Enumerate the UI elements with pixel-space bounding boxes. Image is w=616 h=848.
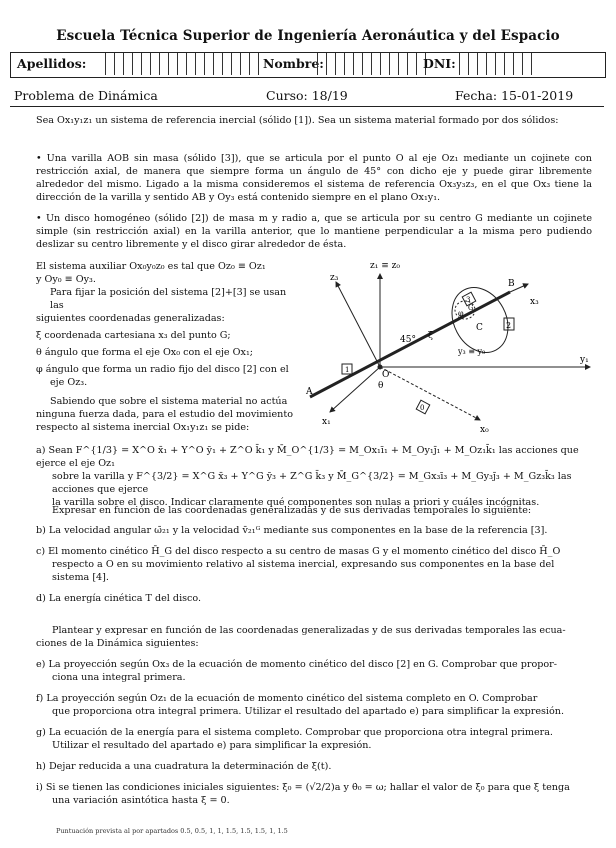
course-label: Curso: 18/19 bbox=[266, 88, 348, 103]
question-i-line2: una variación asintótica hasta ξ = 0. bbox=[52, 795, 230, 806]
date-label: Fecha: 15-01-2019 bbox=[455, 88, 574, 103]
bullet-varilla-text: Una varilla AOB sin masa (sólido [3]), que se articula por el punto O al eje Oz₁ mediante un cojinete con restricción axial, de manera que siempre forma un ángulo de 45° con dicho eje y puede girar libremente alrededor del mismo. Ligado a la misma consideremos el sistema de referencia Ox₃y₃z₃, en el que Ox₃ tiene la dirección de la varilla y sentido AB y Oy₃ está contenido siempre en el plano Ox₁y₁. bbox=[36, 153, 592, 203]
coords-intro-line1: Para fijar la posición del sistema [2]+[3] se usan las bbox=[50, 287, 287, 311]
bullet-varilla: • Una varilla AOB sin masa (sólido [3]), que se articula por el punto O al eje Oz₁ mediante un cojinete con restricción axial, de manera que siempre forma un ángulo de 45° con dicho eje y puede girar libremente alrededor del mismo. Ligado a la misma consideremos el sistema de referencia Ox₃y₃z₃, en el que Ox₃ tiene la dirección de la varilla y sentido AB y Oy₃ está contenido siempre en el plano Ox₁y₁. bbox=[36, 153, 592, 203]
coord-theta: θ ángulo que forma el eje Ox₀ con el eje Ox₁; bbox=[36, 347, 254, 358]
aux-system-line1: El sistema auxiliar Ox₀y₀z₀ es tal que Oz₀ ≡ Oz₁ bbox=[36, 261, 266, 272]
theta-label: θ bbox=[378, 381, 384, 391]
question-f-line2: que proporciona otra integral primera. Utilizar el resultado del apartado e) para simplificar la expresión. bbox=[52, 706, 565, 717]
section-intro-kinematics: Expresar en función de las coordenadas generalizadas y de sus derivadas temporales lo siguiente: bbox=[52, 505, 532, 516]
x0-axis bbox=[380, 367, 480, 420]
dni-field[interactable] bbox=[459, 53, 532, 75]
statement-line3: respecto al sistema inercial Ox₁y₁z₁ se pide: bbox=[36, 422, 250, 433]
questions-b-d bbox=[36, 524, 592, 605]
question-d: d) La energía cinética T del disco. bbox=[36, 593, 202, 604]
coords-intro-line2: siguientes coordenadas generalizadas: bbox=[36, 313, 225, 324]
exam-info-row bbox=[10, 86, 604, 107]
dni-label: DNI: bbox=[423, 56, 456, 71]
B-label: B bbox=[508, 279, 515, 289]
x0-label: x₀ bbox=[480, 425, 489, 435]
question-a bbox=[36, 444, 592, 509]
problem-title: Problema de Dinámica bbox=[14, 88, 158, 103]
question-c-line1: c) El momento cinético H̄_G del disco respecto a su centro de masas G y el momento cinético del disco H̄_O bbox=[36, 546, 561, 557]
apellidos-field[interactable] bbox=[105, 53, 259, 75]
G-label: G bbox=[468, 304, 474, 312]
apellidos-label: Apellidos: bbox=[17, 56, 87, 71]
coord-phi-line2: eje Oz₃. bbox=[50, 377, 88, 388]
aux-system-line2: y Oy₀ ≡ Oy₃. bbox=[36, 274, 96, 285]
question-a-line3: la varilla sobre el disco. Indicar claramente qué componentes son nulas a priori y cuáles incógnitas. bbox=[52, 497, 540, 508]
nombre-field[interactable] bbox=[317, 53, 426, 75]
statement-line2: ninguna fuerza dada, para el estudio del movimiento bbox=[36, 409, 293, 420]
question-f-line1: f) La proyección según Oz₁ de la ecuación de momento cinético del sistema completo en O. Comprobar bbox=[36, 693, 538, 704]
xi-label: ξ bbox=[428, 331, 433, 341]
phi-label: φ bbox=[458, 309, 464, 318]
angle-label: 45° bbox=[400, 335, 416, 345]
grading-footer: Puntuación prevista al por apartados 0.5, 0.5, 1, 1, 1.5, 1.5, 1.5, 1, 1.5 bbox=[56, 827, 288, 835]
question-c-line3: sistema [4]. bbox=[52, 572, 109, 583]
question-e-line1: e) La proyección según Ox₃ de la ecuación de momento cinético del disco [2] en G. Comprobar que propor- bbox=[36, 659, 557, 670]
O-label: O bbox=[382, 370, 390, 380]
y3-label: y₃ ≡ y₀ bbox=[458, 347, 486, 356]
ref2-number: 2 bbox=[506, 321, 512, 330]
question-c-line2: respecto a O en su movimiento relativo al sistema inercial, expresando sus componentes en la base del bbox=[52, 559, 555, 570]
intro-paragraph: Sea Ox₁y₁z₁ un sistema de referencia inercial (sólido [1]). Sea un sistema material formado por dos sólidos: bbox=[36, 115, 559, 126]
x3-label: x₃ bbox=[530, 297, 539, 307]
mechanism-figure bbox=[300, 252, 600, 442]
question-g-line1: g) La ecuación de la energía para el sistema completo. Comprobar que proporciona otra integral primera. bbox=[36, 727, 553, 738]
question-i-line1: i) Si se tienen las condiciones iniciales siguientes: ξ₀ = (√2/2)a y θ̇₀ = ω; hallar el valor de ξ̇₀ para que ξ tenga bbox=[36, 782, 570, 793]
question-b: b) La velocidad angular ω̄₂₁ y la velocidad v̄₂₁ᴳ mediante sus componentes en la base de la referencia [3]. bbox=[36, 525, 548, 536]
bullet-disco: • Un disco homogéneo (sólido [2]) de masa m y radio a, que se articula por su centro G mediante un cojinete simple (sin restricción axial) en la varilla anterior, que lo mantiene perpendicular a la misma pero pudiendo deslizar su centro libremente y el disco girar alrededor de ésta. bbox=[36, 213, 592, 250]
section-intro-dynamics-line1: Plantear y expresar en función de las coordenadas generalizadas y de sus derivadas temporales las ecua- bbox=[52, 625, 566, 636]
student-info-row bbox=[10, 52, 606, 78]
x1-label: x₁ bbox=[322, 417, 331, 427]
question-g-line2: Utilizar el resultado del apartado e) para simplificar la expresión. bbox=[52, 740, 372, 751]
bullet-disco-text: Un disco homogéneo (sólido [2]) de masa m y radio a, que se articula por su centro G mediante un cojinete simple (sin restricción axial) en la varilla anterior, que lo mantiene perpendicular a la misma pero pudiendo deslizar su centro libremente y el disco girar alrededor de ésta. bbox=[36, 213, 592, 250]
question-h: h) Dejar reducida a una cuadratura la determinación de ξ(t). bbox=[36, 761, 332, 772]
z3-label: z₃ bbox=[330, 273, 339, 283]
coord-xi: ξ coordenada cartesiana x₃ del punto G; bbox=[36, 330, 231, 341]
left-column bbox=[36, 260, 301, 434]
section-intro-dynamics-line2: ciones de la Dinámica siguientes: bbox=[36, 638, 199, 649]
section-intro-dynamics bbox=[36, 624, 592, 650]
z3-axis bbox=[336, 282, 380, 367]
question-e-line2: ciona una integral primera. bbox=[52, 672, 186, 683]
y1-label: y₁ bbox=[580, 355, 589, 365]
school-title: Escuela Técnica Superior de Ingeniería Aeronáutica y del Espacio bbox=[56, 28, 560, 44]
C-label: C bbox=[476, 323, 483, 333]
z1-label: z₁ ≡ z₀ bbox=[370, 261, 400, 271]
questions-e-i bbox=[36, 658, 592, 807]
question-a-line2: sobre la varilla y F^{3/2} = X^G x̄₃ + Y^G ȳ₃ + Z^G k̄₃ y M̄_G^{3/2} = M_Gx₃ī₃ + M_Gy₃j̄₃ + M_Gz₃k̄₃ las acciones que ejerce bbox=[52, 471, 572, 495]
question-a-line1: a) Sean F^{1/3} = X^O x̄₁ + Y^O ȳ₁ + Z^O k̄₁ y M̄_O^{1/3} = M_Ox₁ī₁ + M_Oy₁j̄₁ + M_Oz₁k̄₁ las acciones que ejerce el eje Oz₁ bbox=[36, 445, 579, 469]
point-O bbox=[378, 365, 383, 370]
statement-line1: Sabiendo que sobre el sistema material no actúa bbox=[50, 396, 288, 407]
coord-phi-line1: φ ángulo que forma un radio fijo del disco [2] con el bbox=[36, 364, 289, 375]
A-label: A bbox=[306, 387, 313, 397]
ref0-number: 0 bbox=[420, 404, 425, 412]
ref3-number: 3 bbox=[466, 296, 471, 304]
nombre-label: Nombre: bbox=[263, 56, 324, 71]
ref1-number: 1 bbox=[345, 366, 350, 374]
